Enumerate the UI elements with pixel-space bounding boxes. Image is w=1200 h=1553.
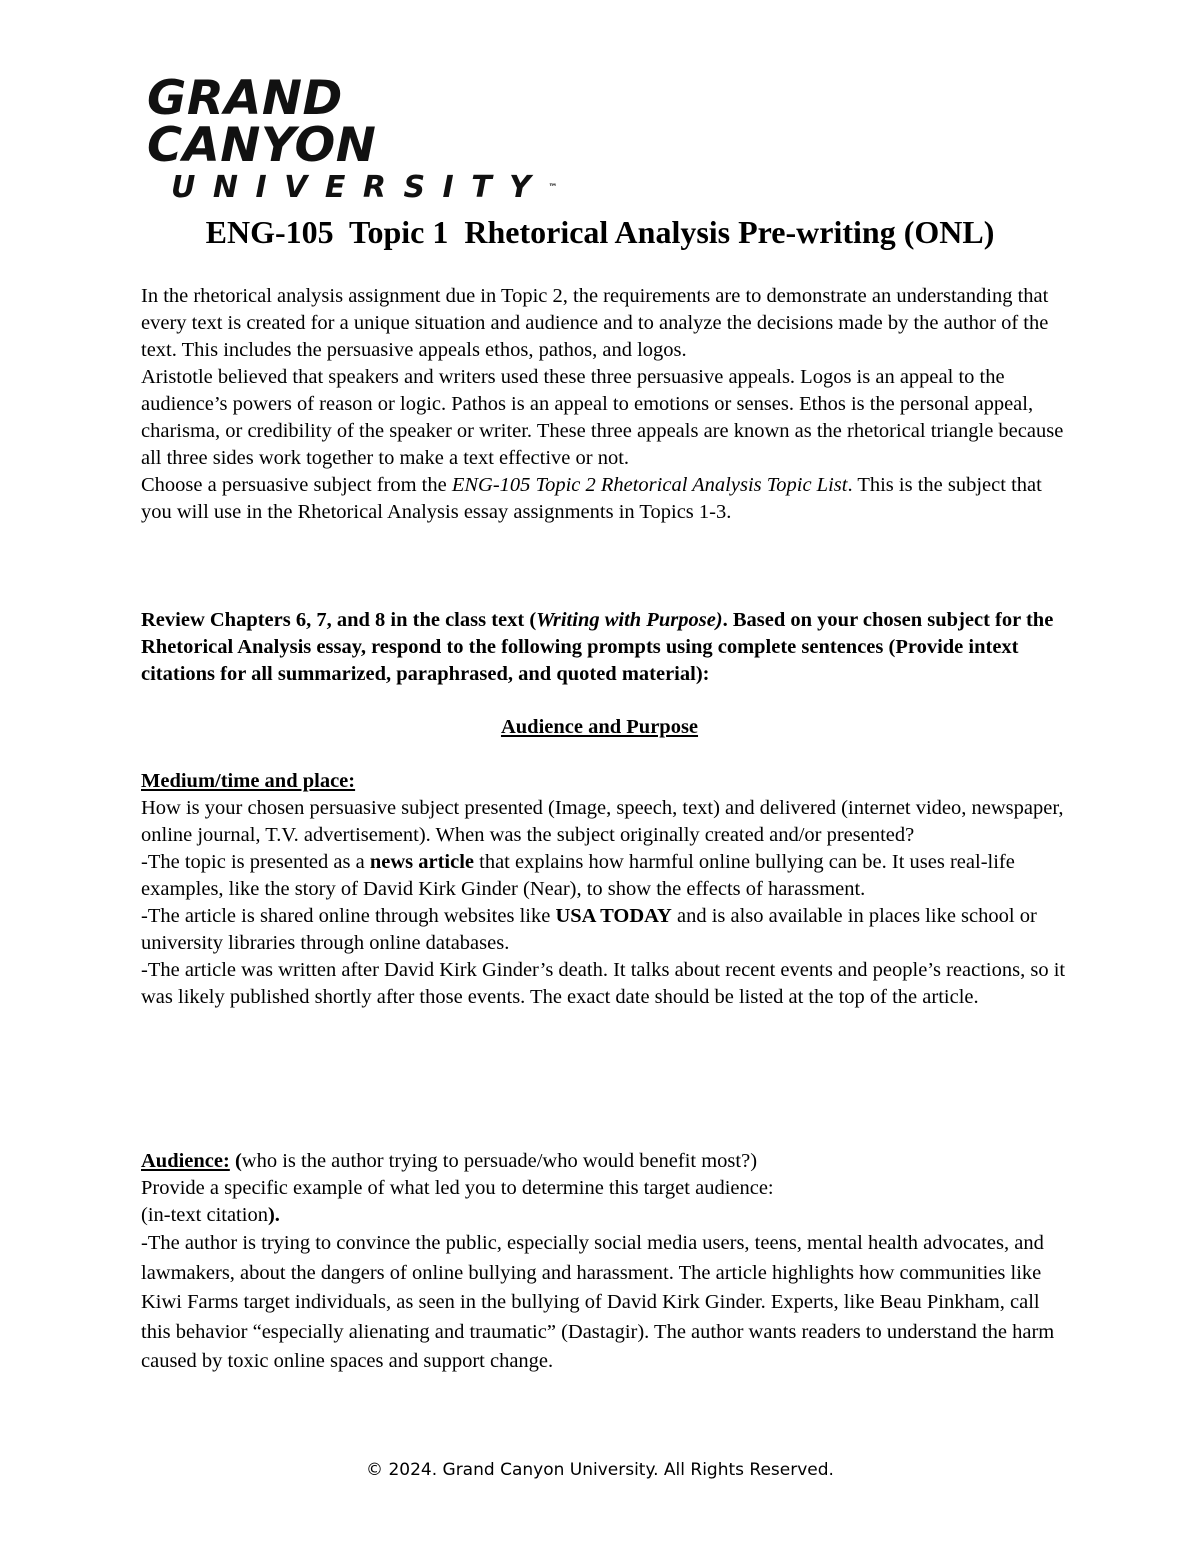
audience-response: -The author is trying to convince the public, especially social media users, teens, mental health advocates, and lawmakers, about the dangers of online bullying and harassment. The article highlights how communities like Kiwi Farms target individuals, as seen in the bullying of David Kirk Ginder. Experts, like Beau Pinkham, call this behavior “especially alienating and traumatic” (Dastagir). The author wants readers to understand the harm caused by toxic online spaces and support change. [141, 1232, 1055, 1372]
audience-paren: ( [229, 1150, 242, 1172]
r1-before: -The topic is presented as a [141, 851, 370, 873]
r1-after: that explains how harmful online bullying can be. It uses real-life examples, like the story of David Kirk Ginder (Near), to show the effects of harassment. [141, 851, 1015, 900]
intro-p3-before: Choose a persuasive subject from the [141, 474, 452, 496]
audience-section [141, 1148, 1066, 1377]
medium-response-2 [141, 903, 1066, 957]
review-instructions [141, 607, 1066, 688]
trademark-symbol: ™ [548, 183, 558, 193]
university-logo [147, 71, 558, 205]
review-before: Review Chapters 6, 7, and 8 in the class text ( [141, 609, 537, 631]
citation-text: (in-text citation [141, 1204, 268, 1226]
medium-response-1 [141, 849, 1066, 903]
class-text-title: Writing with Purpose) [536, 609, 723, 631]
medium-section [141, 768, 1066, 1011]
r2-before: -The article is shared online through websites like [141, 905, 556, 927]
intro-p3-after: . This is the subject that you will use in the Rhetorical Analysis essay assignments in Topics 1-3. [141, 474, 1042, 523]
intro-paragraph-1: In the rhetorical analysis assignment due in Topic 2, the requirements are to demonstrate an understanding that every text is created for a unique situation and audience and to analyze the decisions made by the author of the text. This includes the persuasive appeals ethos, pathos, and logos. [141, 285, 1049, 361]
logo-line-2-text: UNIVERSITY [171, 170, 549, 205]
audience-prompt: Provide a specific example of what led you to determine this target audience: [141, 1177, 774, 1199]
logo-line-1: GRAND CANYON [147, 71, 377, 173]
document-title: ENG-105 Topic 1 Rhetorical Analysis Pre-writing (ONL) [205, 214, 995, 250]
r2-after: and is also available in places like school or university libraries through online databases. [141, 905, 1037, 954]
medium-response-3: -The article was written after David Kirk Ginder’s death. It talks about recent events and people’s reactions, so it was likely published shortly after those events. The exact date should be listed at the top of the article. [141, 959, 1066, 1008]
audience-heading: Audience: [141, 1150, 230, 1172]
copyright-footer: © 2024. Grand Canyon University. All Rights Reserved. [366, 1460, 834, 1480]
audience-heading-rest: who is the author trying to persuade/who would benefit most?) [241, 1150, 758, 1172]
medium-prompt: How is your chosen persuasive subject presented (Image, speech, text) and delivered (internet video, newspaper, online journal, T.V. advertisement). When was the subject originally created and/or presented? [141, 797, 1064, 846]
audience-citation-line [141, 1202, 1066, 1229]
topic-list-title: ENG-105 Topic 2 Rhetorical Analysis Topic List [451, 474, 848, 496]
section-heading: Audience and Purpose [500, 716, 699, 738]
audience-heading-line [141, 1148, 1066, 1175]
r2-bold: USA TODAY [555, 905, 672, 927]
review-after: . Based on your chosen subject for the Rhetorical Analysis essay, respond to the following prompts using complete sentences (Provide intext citations for all summarized, paraphrased, and quoted material): [141, 609, 1054, 685]
intro-paragraph-2: Aristotle believed that speakers and writers used these three persuasive appeals. Logos is an appeal to the audience’s powers of reason or logic. Pathos is an appeal to emotions or senses. Ethos is the personal appeal, charisma, or credibility of the speaker or writer. These three appeals are known as the rhetorical triangle because all three sides work together to make a text effective or not. [141, 366, 1064, 469]
intro-section [141, 283, 1066, 526]
medium-heading: Medium/time and place: [141, 770, 356, 792]
logo-line-2 [171, 170, 558, 205]
r1-bold: news article [369, 851, 475, 873]
intro-paragraph-3 [141, 472, 1066, 526]
citation-close: ). [267, 1204, 280, 1226]
